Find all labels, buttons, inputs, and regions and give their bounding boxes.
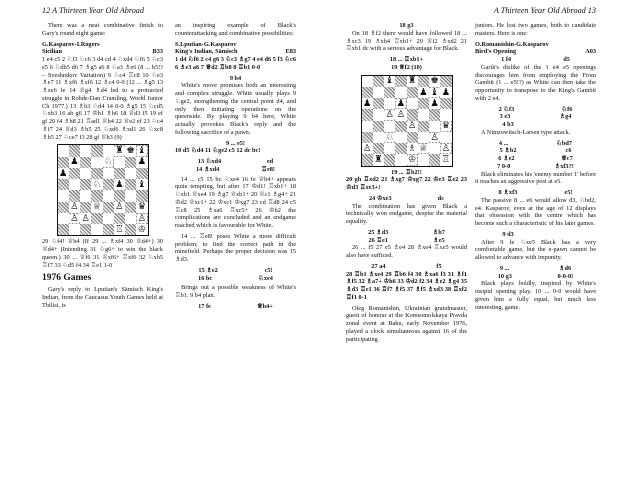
board-square [407, 154, 418, 165]
move-pair [475, 113, 596, 121]
board-square [418, 132, 429, 143]
move-pair [475, 231, 596, 239]
opening-line [42, 48, 163, 56]
black-move: f5 [436, 262, 442, 270]
board-square [136, 213, 147, 224]
board-square [91, 179, 102, 190]
board-square [362, 132, 373, 143]
board-square [384, 121, 395, 132]
moves-10-12: 10 d5 ♘d4 11 ♘ge2 c5 12 dc bc! [175, 147, 261, 155]
chess-piece-icon: ♙ [385, 109, 394, 121]
chess-piece-icon: ♘ [385, 131, 394, 143]
chess-diagram-10 [361, 75, 453, 167]
board-square [407, 109, 418, 120]
board-square [125, 213, 136, 224]
column-4 [475, 22, 596, 314]
move-pair [475, 273, 596, 281]
board-square [373, 121, 384, 132]
board-square [125, 224, 136, 235]
chess-piece-icon: ♜ [407, 75, 417, 87]
board-square [91, 168, 102, 179]
game-header-kasparov-rogers [42, 41, 163, 49]
board-square [395, 121, 406, 132]
annotation: Oleg Romanishin, Ukrainian grandmaster, guest of honour at the Komsomolskaya Pravda zonal event at Baku, early November 1976, played a clock simultaneous against 16 of the participating [346, 304, 467, 343]
board-square [103, 157, 114, 168]
black-move: ♘xe4 [258, 274, 273, 282]
chess-piece-icon: ♜ [374, 154, 383, 166]
board-square [395, 109, 406, 120]
chess-piece-icon: ♟ [58, 167, 68, 179]
black-move: ♗e5 [432, 236, 445, 244]
board-square [440, 132, 451, 143]
board-square [362, 154, 373, 165]
board-square [69, 202, 80, 213]
move-pair [475, 163, 596, 171]
players: O.Romanishin-G.Kasparov [475, 40, 549, 48]
white-move: 9 ... [499, 264, 510, 272]
white-move: 14 ♗xd4 [195, 165, 220, 173]
chess-piece-icon: ♟ [362, 97, 372, 109]
move-pair [346, 195, 467, 203]
black-move: ♗xf3?! [554, 162, 574, 170]
players: G.Kasparov-I.Rogers [42, 40, 100, 48]
board-square [58, 213, 69, 224]
board-square [373, 98, 384, 109]
board-square [103, 213, 114, 224]
board-square [136, 224, 147, 235]
intro-paragraph: There was a neat combinative finish to Gary's round eight game: [42, 22, 163, 37]
board-square [395, 76, 406, 87]
move-pair [475, 265, 596, 273]
move-list [475, 265, 596, 281]
black-move: ♕c7 [561, 155, 573, 162]
board-square [429, 154, 440, 165]
black-move: c6 [565, 147, 572, 155]
board-square [80, 202, 91, 213]
annotation: A Nimzowitsch-Larsen type attack. [481, 128, 571, 136]
move-19-reply: 19 ... ♖b2!! [391, 168, 422, 176]
board-square [418, 154, 429, 165]
board-square [384, 143, 395, 154]
board-square [58, 224, 69, 235]
chess-piece-icon: ♗ [407, 142, 417, 154]
board-square [440, 121, 451, 132]
board-square [103, 168, 114, 179]
board-square [395, 98, 406, 109]
board-square [429, 109, 440, 120]
board-square [440, 109, 451, 120]
board-square [58, 168, 69, 179]
game-finish: 29 ♘f4! ♕h4 (If 29 ... ♗xf4 30 ♕d4+) 30 ♕d4+ (Intending 31 ♘g6+ to win the black queen.) 30 ... ♕f6 31 ♕xf6+ ♖xf6 32 ♘xh5 ♖f7 33 ♘d5 f4 34 ♖e1 1-0 [42, 238, 163, 269]
move-pair [475, 147, 596, 155]
black-move: ♗g4 [559, 113, 572, 121]
section-title: 1976 Games [42, 273, 92, 284]
board-square [429, 143, 440, 154]
board-square [80, 213, 91, 224]
column-1 [42, 22, 163, 312]
move-19: 19 ♕f2 (10) [391, 63, 422, 71]
board-square [440, 143, 451, 154]
board-square [80, 157, 91, 168]
board-square [80, 224, 91, 235]
players: S.Lputian-G.Kasparov [175, 40, 237, 48]
board-square [362, 109, 373, 120]
board-square [373, 109, 384, 120]
move-pair [475, 155, 596, 163]
board-square [384, 154, 395, 165]
annotation: 26 ... f5 27 e5 ♗e4 28 ♗xe4 ♖xe5 would also have sufficed. [346, 244, 467, 259]
white-move: 7 0-0 [497, 162, 511, 170]
move-18: 18 g3 [399, 22, 414, 29]
board-square [384, 87, 395, 98]
move-9-reply: 9 ... e5! [225, 139, 246, 147]
move-pair [346, 229, 467, 237]
board-square [362, 87, 373, 98]
moves-20-23: 20 gh ♖xd2 21 ♗xg7 ♔xg7 22 ♔e3 ♖e2 23 ♔d3 ♖xe3+! [346, 176, 467, 191]
white-move: 8 ♗xf3 [498, 189, 518, 196]
chess-piece-icon: ♟ [115, 178, 124, 190]
board-square [69, 157, 80, 168]
board-square [362, 98, 373, 109]
section-paragraph: Gary's reply to Lputian's Sämisch King's Indian, from the Caucasus Youth Games held at Tbilisi, is [42, 286, 163, 309]
board-square [384, 132, 395, 143]
white-move: 24 ♔xe3 [369, 194, 392, 202]
annotation: The passive 8 ... e6 would allow d3, ♘bd2, e4. Kasparov, even at the age of 12 displays that obsession with the centre which has become such a characteristic of his later games. [475, 196, 596, 227]
opening-line [475, 48, 596, 56]
board-square [373, 143, 384, 154]
chess-piece-icon: ♙ [407, 120, 417, 132]
chess-piece-icon: ♙ [362, 142, 372, 154]
board-square [103, 145, 114, 156]
black-move: ♕h4+ [257, 302, 273, 310]
board-square [373, 132, 384, 143]
chess-piece-icon: ♝ [385, 75, 394, 87]
white-move: 2 ♘f3 [498, 105, 515, 113]
move-18-reply: 18 ... ♖xb1+ [389, 56, 424, 63]
annotation: After 9 fe ♘xe5 Black has a very comfortable game, but the e-pawn cannot be allowed to advance with impunity. [475, 238, 596, 261]
game-moves: 1 e4 c5 2 ♘f3 ♘c6 3 d4 cd 4 ♘xd4 ♘f6 5 ♘c3 e5 6 ♘db5 d6 7 ♗g5 a6 8 ♘a3 ♗e6 (8 ... b5!? – Sveshnikov Variation) 9 ♘c4 ♖c8 10 ♘e3 ♗e7 11 ♗xf6 ♗xf6 12 ♗c4 0-0 (12 ... ♗g5 13 ♗xe6 fe 14 ♕g4 ♗d4 led to a protracted struggle in Rohde-Dan Cramling, World Junior Ch 1977.) 13 ♗b3 ♘d4 14 0-0 ♗g5 15 ♘cd5 ♘xb3 16 ab g6 17 ♔h1 ♗h6 18 ♕d3 f5 19 ef gf 20 f4 ♗h8 21 ♖ad1 ♕h4 22 ♕e2 ef 23 ♘c4 ♗f7 24 ♕d3 ♗h5 25 ♘xd6 ♗xd1 26 ♘xc8 ♗h5 27 ♘ce7 f3 28 gf ♕h3 (9) [42, 56, 163, 141]
move-list [475, 106, 596, 129]
move-pair [175, 275, 296, 283]
intro-paragraph: an inspiring example of Black's counterattacking and combinative possibilities: [175, 22, 296, 37]
white-move: 4 ... [498, 139, 509, 147]
board-square [362, 76, 373, 87]
white-move: 16 bc [198, 274, 213, 282]
eco-code: A03 [585, 48, 596, 56]
chess-piece-icon: ♕ [92, 201, 102, 213]
eco-code: B33 [152, 48, 163, 56]
move-pair [346, 237, 467, 245]
board-square [429, 121, 440, 132]
board-square [407, 87, 418, 98]
board-square [384, 98, 395, 109]
move-9: 9 b4 [229, 74, 242, 82]
board-square [429, 132, 440, 143]
white-move: 1 f4 [501, 56, 512, 63]
chess-piece-icon: ♙ [115, 201, 124, 213]
chess-piece-icon: ♟ [70, 156, 79, 168]
board-square [125, 202, 136, 213]
board-square [58, 145, 69, 156]
annotation: Garik's dislike of the 1 e4 e5 openings discourages him from employing the From Gambit (1 ... e5!?) as White can then take the opportunity to transpose to the King's Gambit with 2 e4. [475, 63, 596, 102]
chess-piece-icon: ♟ [419, 86, 428, 98]
board-square [114, 157, 125, 168]
annotation: Black eliminates his 'enemy number 1' before it reaches an aggressive post at e5. [475, 170, 596, 186]
black-move: 0-0-0! [557, 272, 574, 280]
chess-piece-icon: ♛ [137, 201, 147, 213]
board-square [69, 224, 80, 235]
board-square [125, 168, 136, 179]
chess-piece-icon: ♖ [115, 223, 124, 235]
game-moves: 1 d4 ♘f6 2 c4 g6 3 ♘c3 ♗g7 4 e4 d6 5 f3 ♘c6 6 ♗e3 a6 7 ♕d2 ♖b8 8 ♖b1 0-0 [175, 56, 296, 71]
white-move: 13 ♘xd4 [197, 158, 222, 165]
move-pair [175, 166, 296, 174]
board-square [114, 179, 125, 190]
board-square [80, 179, 91, 190]
board-square [136, 145, 147, 156]
board-square [362, 121, 373, 132]
column-3 [346, 22, 467, 346]
chess-piece-icon: ♙ [81, 212, 90, 224]
board-square [418, 143, 429, 154]
right-running-head: A Thirteen Year Old Abroad 13 [493, 6, 596, 15]
board-square [91, 202, 102, 213]
white-move: 5 ♗b2 [499, 147, 517, 155]
board-square [407, 121, 418, 132]
move-pair [475, 140, 596, 148]
board-square [103, 190, 114, 201]
board-square [407, 76, 418, 87]
game-header-romanishin-kasparov [475, 41, 596, 49]
board-square [125, 145, 136, 156]
board-square [407, 98, 418, 109]
black-move: dc [437, 194, 444, 202]
move-pair [346, 263, 467, 271]
chess-piece-icon: ♛ [441, 120, 451, 132]
move-pair [475, 121, 596, 129]
black-move: ♘bd7 [556, 139, 573, 147]
chess-piece-icon: ♘ [92, 178, 102, 190]
chess-piece-icon: ♙ [430, 131, 439, 143]
board-square [80, 190, 91, 201]
annotation: 14 ... c5 15 bc ♘xe4 16 fe ♕h4+ appears quite tempting, but after 17 ♔d1! ♖xb1+ 18 ♘xb1 ♕xe4 19 ♗g7 ♕xb1+ 20 ♕c1 ♗g4+ 21 ♔d2 ♕xc1+ 22 ♔xc1 ♔xg7 23 cd ♖d8 24 c5 ♖c8 25 ♗xa6 ♖xc5+ 26 ♔b2 the complications are concluded and an endgame reached which is favourable for White. [175, 175, 296, 229]
board-square [418, 76, 429, 87]
white-move: 4 b3 [502, 121, 514, 128]
board-square [91, 145, 102, 156]
board-square [418, 121, 429, 132]
board-square [395, 154, 406, 165]
board-square [418, 109, 429, 120]
annotation: Brings out a possible weakness of White's ♖b1. 9 b4 plan. [175, 284, 296, 299]
board-square [91, 190, 102, 201]
chess-piece-icon: ♔ [137, 223, 147, 235]
chess-piece-icon: ♟ [430, 97, 439, 109]
game-header-lputian-kasparov [175, 41, 296, 49]
board-square [80, 145, 91, 156]
move-pair [475, 56, 596, 64]
opening-name: King's Indian, Sämisch [175, 48, 238, 56]
chess-piece-icon: ♚ [126, 145, 135, 157]
black-move: ♘f6 [561, 105, 573, 113]
board-square [136, 168, 147, 179]
move-pair [175, 158, 296, 166]
board-square [395, 132, 406, 143]
white-move: 17 fe [198, 302, 211, 310]
annotation: 14 ... ♖e8! poses White a more difficult problem; to find the correct path in the minefield. Perhaps the proper decision was 15 ♗d3. [175, 232, 296, 263]
board-square [429, 98, 440, 109]
board-square [69, 145, 80, 156]
board-square [103, 202, 114, 213]
board-square [58, 157, 69, 168]
white-move: 26 ♖e1 [368, 236, 388, 244]
board-square [136, 179, 147, 190]
chess-piece-icon: ♝ [430, 86, 439, 98]
chess-piece-icon: ♙ [70, 212, 79, 224]
board-square [136, 190, 147, 201]
board-square [407, 132, 418, 143]
board-square [80, 168, 91, 179]
chess-piece-icon: ♙ [396, 109, 406, 121]
move-pair [475, 106, 596, 114]
board-square [114, 202, 125, 213]
board-square [429, 87, 440, 98]
chess-piece-icon: ♖ [441, 154, 451, 166]
board-square [91, 157, 102, 168]
opening-name: Sicilian [42, 48, 62, 56]
board-square [125, 179, 136, 190]
white-move: 25 ♗d3 [368, 228, 389, 236]
left-running-head: 12 A Thirteen Year Old Abroad [42, 6, 144, 15]
chess-piece-icon: ♚ [430, 75, 439, 87]
eco-code: E83 [285, 48, 296, 56]
board-square [114, 213, 125, 224]
board-square [125, 157, 136, 168]
board-square [69, 179, 80, 190]
board-square [103, 224, 114, 235]
chess-piece-icon: ♘ [103, 156, 113, 168]
board-square [373, 87, 384, 98]
opening-name: Bird's Opening [475, 48, 517, 56]
chess-piece-icon: ♟ [396, 97, 406, 109]
board-square [395, 87, 406, 98]
white-move: 9 d3 [502, 230, 514, 238]
board-square [58, 179, 69, 190]
board-square [407, 143, 418, 154]
chess-piece-icon: ♙ [137, 212, 147, 224]
board-square [384, 76, 395, 87]
chess-piece-icon: ♙ [70, 201, 79, 213]
board-square [69, 190, 80, 201]
board-square [440, 76, 451, 87]
board-square [91, 213, 102, 224]
chess-piece-icon: ♔ [407, 154, 417, 166]
black-move: c5! [264, 266, 273, 274]
board-square [114, 190, 125, 201]
board-square [125, 190, 136, 201]
black-move: ♖e8! [261, 165, 275, 173]
board-square [362, 143, 373, 154]
board-square [114, 168, 125, 179]
board-square [418, 98, 429, 109]
black-move: ♗b7 [432, 228, 445, 236]
chess-piece-icon: ♝ [137, 178, 147, 190]
board-square [114, 145, 125, 156]
chess-piece-icon: ♕ [419, 142, 428, 154]
board-square [395, 143, 406, 154]
annotation: White's move promises both an interesting and complex struggle. White usually plays 9 ♘ge2, strengthening the central point d4, and only then initiating operations on the queenside. By playing 9 b4 here, White actually provokes Black's reply and the following sacrifice of a pawn. [175, 82, 296, 136]
chess-piece-icon: ♟ [137, 156, 147, 168]
column-2 [175, 22, 296, 311]
move-pair [175, 267, 296, 275]
board-square [103, 179, 114, 190]
board-square [136, 202, 147, 213]
chess-piece-icon: ♙ [441, 142, 451, 154]
opening-line [175, 48, 296, 56]
board-square [373, 76, 384, 87]
game-finish: 28 ♖b1 ♗xe4 29 ♖b6 f4 30 ♗xa6 f3 31 ♗f1 ♗f5 32 ♗a7+ ♔h6 33 ♔d2 f2 34 ♗e2 ♗g4 35 ♗d3 ♖e1 36 ♖f7 ♗f5 37 ♗f5 ♗xd3 38 ♖xf2 ♖f1 0-1 [346, 270, 467, 301]
intro-paragraph: juniors. He lost two games, both to candidate masters. Here is one: [475, 22, 596, 37]
black-move: d5 [563, 56, 570, 63]
annotation: On 18 ♗f2 there would have followed 18 ... ♗xc3 19 ♗xh4 ♖xb1+ 20 ♕f2 ♗xd2 21 ♖xb1 dc with a serious advantage for Black. [346, 29, 467, 53]
board-square [429, 76, 440, 87]
board-square [69, 168, 80, 179]
move-list [475, 140, 596, 171]
chess-piece-icon: ♜ [115, 145, 124, 157]
chess-piece-icon: ♝ [137, 145, 147, 157]
board-square [440, 154, 451, 165]
move-pair [475, 189, 596, 197]
black-move: ♗d6 [558, 264, 572, 272]
white-move: 15 ♗e2 [198, 266, 218, 274]
white-move: 10 g3 [497, 272, 512, 280]
board-square [136, 157, 147, 168]
board-square [91, 224, 102, 235]
board-square [440, 98, 451, 109]
board-square [58, 202, 69, 213]
black-move: e5! [564, 189, 573, 196]
board-square [384, 109, 395, 120]
board-square [373, 154, 384, 165]
annotation: Black plays boldly, inspired by White's insipid opening play. 10 ... 0-0 would have given him a fully equal, but much less interesting, game. [475, 280, 596, 311]
white-move: 3 e3 [499, 113, 511, 121]
white-move: 6 ♗e2 [498, 155, 515, 162]
board-square [114, 224, 125, 235]
annotation: The combination has given Black a technically won endgame, despite the material equality. [346, 202, 467, 225]
white-move: 27 a4 [371, 262, 386, 270]
board-square [58, 190, 69, 201]
chess-piece-icon: ♟ [441, 86, 451, 98]
board-square [418, 87, 429, 98]
board-square [69, 213, 80, 224]
chess-diagram-9 [57, 144, 149, 236]
move-pair [175, 303, 296, 311]
black-move: ed [266, 158, 274, 165]
board-square [440, 87, 451, 98]
